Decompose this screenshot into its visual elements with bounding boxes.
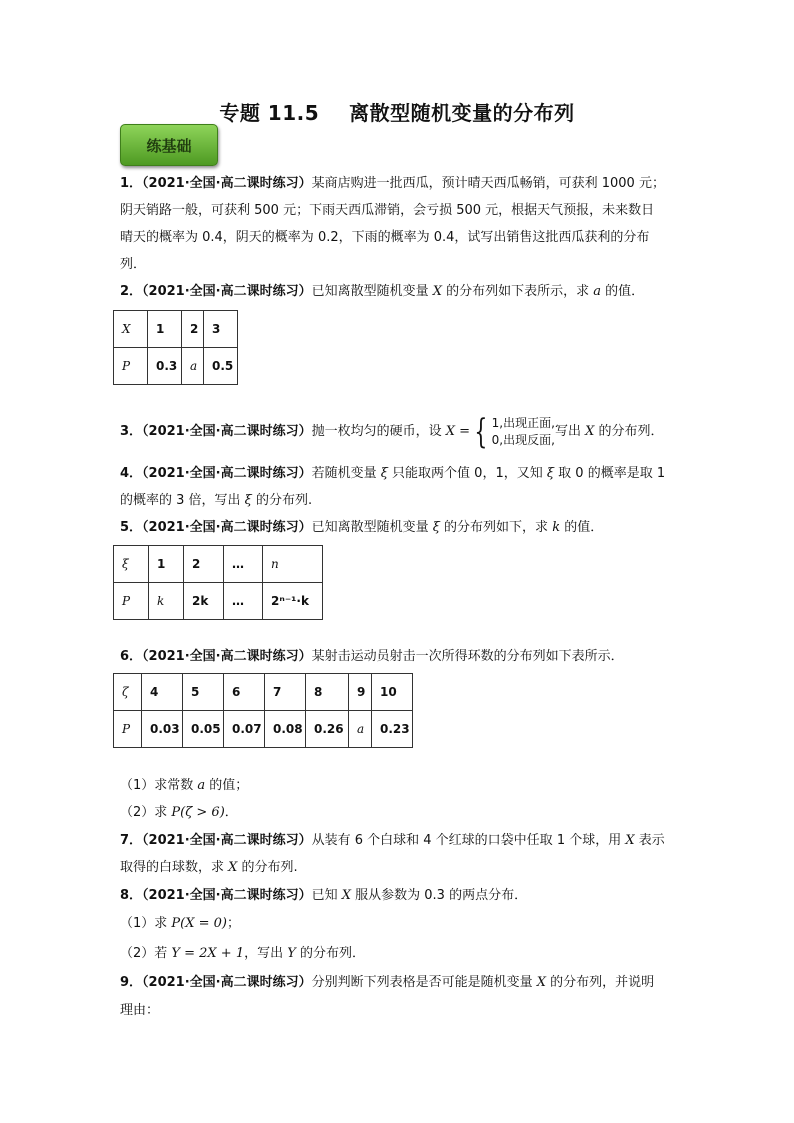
q5-text-c: 的值． bbox=[560, 520, 604, 535]
table-cell: 0.08 bbox=[265, 711, 306, 748]
table-cell: 0.26 bbox=[306, 711, 349, 748]
q4-text-d: 的概率的 3 倍，写出 bbox=[120, 493, 245, 508]
q7-line-1 bbox=[120, 831, 680, 851]
q3-case-2: 0,出现反面, bbox=[491, 432, 555, 447]
table-cell: 3 bbox=[204, 311, 238, 348]
q8-sub-2 bbox=[120, 944, 680, 964]
table-cell: 8 bbox=[306, 674, 349, 711]
q3-number: 3． bbox=[120, 424, 143, 439]
table-row bbox=[114, 546, 323, 583]
q8-sub-1 bbox=[120, 914, 680, 934]
q5-source: （2021·全国·高二课时练习） bbox=[142, 520, 312, 535]
q9-text-a: 分别判断下列表格是否可能是随机变量 bbox=[311, 975, 537, 990]
q7-source: （2021·全国·高二课时练习） bbox=[142, 833, 312, 848]
q3-source: （2021·全国·高二课时练习） bbox=[142, 424, 312, 439]
q6-text: 某射击运动员射击一次所得环数的分布列如下表所示． bbox=[311, 649, 624, 664]
q4-text-c: 取 0 的概率是取 1 bbox=[554, 466, 666, 481]
q7-text-a: 从装有 6 个白球和 4 个红球的口袋中任取 1 个球，用 bbox=[311, 833, 626, 848]
q4-line-2 bbox=[120, 491, 680, 511]
q3-text-c: 的分布列． bbox=[594, 424, 664, 439]
q8-sub2-text-b: ，写出 bbox=[244, 946, 288, 961]
q8-sub1-expr: P(X = 0) bbox=[171, 916, 227, 931]
q8-line bbox=[120, 886, 680, 906]
q6-distribution-table bbox=[113, 673, 413, 748]
table-cell: 10 bbox=[372, 674, 413, 711]
q8-number: 8． bbox=[120, 888, 143, 903]
table-cell: … bbox=[224, 546, 263, 583]
q4-source: （2021·全国·高二课时练习） bbox=[142, 466, 312, 481]
q3-lhs: X = bbox=[445, 424, 471, 439]
section-badge: 练基础 bbox=[120, 124, 218, 166]
q6-sub2-text-a: （2）求 bbox=[120, 805, 172, 820]
q4-var-xi: ξ bbox=[380, 466, 388, 481]
q6-sub-1 bbox=[120, 776, 680, 796]
q9-source: （2021·全国·高二课时练习） bbox=[142, 975, 312, 990]
q5-line bbox=[120, 518, 680, 538]
table-cell: a bbox=[182, 348, 204, 385]
table-row bbox=[114, 348, 238, 385]
q6-sub1-text-b: 的值； bbox=[205, 778, 249, 793]
table-cell: 0.05 bbox=[183, 711, 224, 748]
q6-var-a: a bbox=[197, 778, 206, 793]
table-row bbox=[114, 674, 413, 711]
q9-var-x: X bbox=[536, 975, 547, 990]
q7-line-2 bbox=[120, 858, 680, 878]
q5-number: 5． bbox=[120, 520, 143, 535]
q4-var-xi-2: ξ bbox=[546, 466, 555, 481]
table-cell: k bbox=[149, 583, 184, 620]
q4-text-e: 的分布列. bbox=[251, 493, 313, 508]
q5-var-k: k bbox=[552, 520, 561, 535]
table-cell: P bbox=[114, 348, 148, 385]
topic-name: 离散型随机变量的分布列 bbox=[349, 101, 575, 125]
q6-sub2-expr: P(ζ > 6) bbox=[171, 805, 225, 820]
q5-var-xi: ξ bbox=[432, 520, 440, 535]
q8-var-y: Y bbox=[287, 946, 296, 961]
q2-number: 2． bbox=[120, 284, 143, 299]
q4-text-b: 只能取两个值 0，1，又知 bbox=[387, 466, 547, 481]
q5-text-b: 的分布列如下，求 bbox=[439, 520, 553, 535]
table-row bbox=[114, 311, 238, 348]
q6-sub-2 bbox=[120, 803, 680, 823]
q8-source: （2021·全国·高二课时练习） bbox=[142, 888, 312, 903]
q7-number: 7． bbox=[120, 833, 143, 848]
q2-text-c: 的值． bbox=[601, 284, 645, 299]
q8-sub2-text-a: （2）若 bbox=[120, 946, 172, 961]
q2-text-a: 已知离散型随机变量 bbox=[311, 284, 433, 299]
q8-sub1-text-a: （1）求 bbox=[120, 916, 172, 931]
q4-text-a: 若随机变量 bbox=[311, 466, 381, 481]
q7-var-x-2: X bbox=[228, 860, 238, 875]
q6-line bbox=[120, 647, 680, 667]
table-cell: n bbox=[263, 546, 323, 583]
q3-text-b: 写出 bbox=[554, 424, 586, 439]
q3-line bbox=[120, 412, 680, 452]
q7-text-b: 表示 bbox=[634, 833, 665, 848]
table-cell: X bbox=[114, 311, 148, 348]
table-cell: P bbox=[114, 711, 142, 748]
table-cell: ζ bbox=[114, 674, 142, 711]
table-row bbox=[114, 583, 323, 620]
q1-line-4: 列． bbox=[120, 257, 147, 272]
q8-text-a: 已知 bbox=[311, 888, 342, 903]
table-cell: 0.23 bbox=[372, 711, 413, 748]
q1-source: （2021·全国·高二课时练习） bbox=[142, 176, 312, 191]
q8-sub2-expr: Y = 2X + 1 bbox=[171, 946, 245, 961]
q3-var-x: X bbox=[585, 424, 595, 439]
q8-var-x: X bbox=[341, 888, 352, 903]
q2-text-b: 的分布列如下表所示，求 bbox=[442, 284, 594, 299]
q7-var-x: X bbox=[625, 833, 635, 848]
q1-line-2: 阴天销路一般，可获利 500 元；下雨天西瓜滞销，会亏损 500 元，根据天气预报，未来数日 bbox=[120, 203, 655, 218]
q2-var-a: a bbox=[593, 284, 602, 299]
q1-text-1: 某商店购进一批西瓜，预计晴天西瓜畅销，可获利 1000 元； bbox=[311, 176, 665, 191]
q6-sub1-text-a: （1）求常数 bbox=[120, 778, 198, 793]
table-cell: a bbox=[349, 711, 372, 748]
q4-number: 4． bbox=[120, 466, 143, 481]
table-cell: 9 bbox=[349, 674, 372, 711]
table-cell: 1 bbox=[148, 311, 182, 348]
q6-number: 6． bbox=[120, 649, 143, 664]
table-cell: … bbox=[224, 583, 263, 620]
table-cell: 2ⁿ⁻¹·k bbox=[263, 583, 323, 620]
table-cell: 2 bbox=[182, 311, 204, 348]
topic-number: 专题 11.5 bbox=[219, 101, 320, 125]
q1-line-3: 晴天的概率为 0.4，阴天的概率为 0.2，下雨的概率为 0.4，试写出销售这批西瓜获利的分布 bbox=[120, 230, 650, 245]
q2-distribution-table bbox=[113, 310, 238, 385]
q5-text-a: 已知离散型随机变量 bbox=[311, 520, 433, 535]
table-cell: P bbox=[114, 583, 149, 620]
table-cell: 0.3 bbox=[148, 348, 182, 385]
q6-sub2-text-b: ． bbox=[224, 805, 238, 820]
table-cell: 7 bbox=[265, 674, 306, 711]
q4-line-1 bbox=[120, 464, 680, 484]
table-cell: 0.5 bbox=[204, 348, 238, 385]
q3-case-1: 1,出现正面, bbox=[491, 415, 555, 430]
q3-cases bbox=[492, 415, 555, 449]
page-title bbox=[0, 97, 794, 126]
table-cell: 2k bbox=[184, 583, 224, 620]
q2-source: （2021·全国·高二课时练习） bbox=[142, 284, 312, 299]
table-cell: 2 bbox=[184, 546, 224, 583]
q1-number: 1． bbox=[120, 176, 143, 191]
q7-text-c: 取得的白球数，求 bbox=[120, 860, 229, 875]
q6-source: （2021·全国·高二课时练习） bbox=[142, 649, 312, 664]
q3-text-a: 抛一枚均匀的硬币，设 bbox=[311, 424, 446, 439]
q9-line-2: 理由： bbox=[120, 1003, 160, 1018]
table-cell: 0.03 bbox=[142, 711, 183, 748]
q8-text-b: 服从参数为 0.3 的两点分布． bbox=[351, 888, 528, 903]
q9-number: 9． bbox=[120, 975, 143, 990]
q1-line-1 bbox=[120, 174, 680, 194]
q4-var-xi-3: ξ bbox=[244, 493, 252, 508]
q2-var-x: X bbox=[432, 284, 443, 299]
q9-line-1 bbox=[120, 973, 680, 993]
q5-distribution-table bbox=[113, 545, 323, 620]
left-brace-icon: { bbox=[474, 411, 488, 452]
q7-text-d: 的分布列. bbox=[237, 860, 298, 875]
table-cell: 5 bbox=[183, 674, 224, 711]
table-cell: ξ bbox=[114, 546, 149, 583]
table-cell: 4 bbox=[142, 674, 183, 711]
q8-sub2-text-c: 的分布列． bbox=[295, 946, 365, 961]
table-row bbox=[114, 711, 413, 748]
table-cell: 6 bbox=[224, 674, 265, 711]
table-cell: 0.07 bbox=[224, 711, 265, 748]
q2-line bbox=[120, 282, 680, 302]
q9-text-b: 的分布列，并说明 bbox=[546, 975, 655, 990]
table-cell: 1 bbox=[149, 546, 184, 583]
q8-sub1-text-b: ； bbox=[226, 916, 240, 931]
